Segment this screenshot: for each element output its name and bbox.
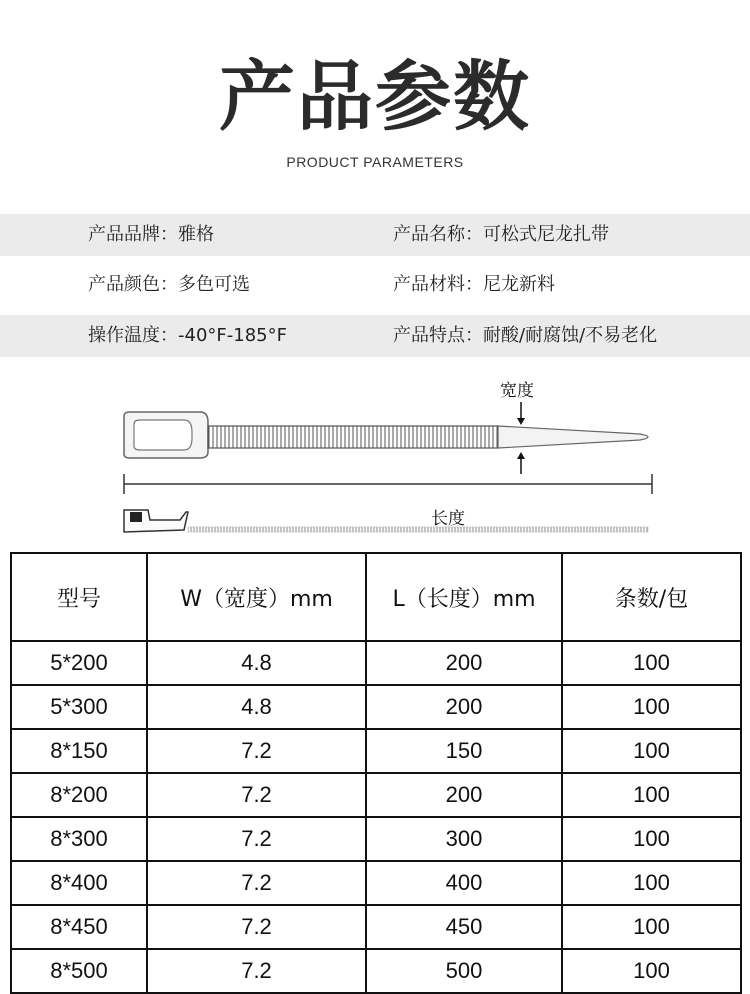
cell-model: 8*300 [11, 817, 147, 861]
param-row-temp-features [0, 315, 750, 357]
cell-width: 4.8 [147, 685, 366, 729]
cell-length: 150 [366, 729, 562, 773]
param-row-color-material [0, 264, 750, 306]
cell-width: 7.2 [147, 729, 366, 773]
cell-length: 400 [366, 861, 562, 905]
table-row [11, 729, 741, 773]
table-row [11, 905, 741, 949]
page-title: 产品参数 [219, 52, 531, 141]
cell-count: 100 [562, 817, 741, 861]
header-model: 型号 [11, 553, 147, 641]
tie-strap [208, 426, 498, 448]
cell-width: 7.2 [147, 773, 366, 817]
cell-count: 100 [562, 773, 741, 817]
cell-width: 4.8 [147, 641, 366, 685]
length-label: 长度 [431, 509, 465, 529]
cell-model: 8*450 [11, 905, 147, 949]
param-brand: 产品品牌：雅格 [88, 224, 214, 245]
header-width: W（宽度）mm [147, 553, 366, 641]
cell-count: 100 [562, 685, 741, 729]
cell-count: 100 [562, 729, 741, 773]
table-row [11, 949, 741, 993]
cable-tie-illustration [100, 370, 680, 540]
page-subtitle: PRODUCT PARAMETERS [286, 154, 464, 170]
table-row [11, 817, 741, 861]
table-row [11, 685, 741, 729]
cell-width: 7.2 [147, 905, 366, 949]
cell-model: 5*300 [11, 685, 147, 729]
cell-width: 7.2 [147, 861, 366, 905]
cell-width: 7.2 [147, 817, 366, 861]
cell-model: 8*500 [11, 949, 147, 993]
cell-count: 100 [562, 641, 741, 685]
param-row-brand-name [0, 214, 750, 256]
cell-length: 500 [366, 949, 562, 993]
cell-length: 200 [366, 773, 562, 817]
cell-model: 8*200 [11, 773, 147, 817]
param-product-name: 产品名称：可松式尼龙扎带 [393, 224, 609, 245]
table-row [11, 861, 741, 905]
spec-table [10, 552, 742, 994]
param-color: 产品颜色：多色可选 [88, 274, 250, 295]
cell-model: 8*150 [11, 729, 147, 773]
table-header-row [11, 553, 741, 641]
cell-length: 200 [366, 641, 562, 685]
cell-count: 100 [562, 949, 741, 993]
header-count: 条数/包 [562, 553, 741, 641]
cell-width: 7.2 [147, 949, 366, 993]
param-features: 产品特点：耐酸/耐腐蚀/不易老化 [393, 325, 658, 346]
param-material: 产品材料：尼龙新料 [393, 274, 555, 295]
cable-tie-diagram [100, 370, 680, 540]
cell-length: 200 [366, 685, 562, 729]
table-row [11, 773, 741, 817]
param-temperature: 操作温度：-40°F-185°F [88, 325, 287, 346]
cell-model: 5*200 [11, 641, 147, 685]
cell-count: 100 [562, 861, 741, 905]
cell-length: 450 [366, 905, 562, 949]
tie-tail [498, 426, 648, 448]
cell-model: 8*400 [11, 861, 147, 905]
cell-count: 100 [562, 905, 741, 949]
header-length: L（长度）mm [366, 553, 562, 641]
width-label: 宽度 [500, 381, 534, 401]
cell-length: 300 [366, 817, 562, 861]
table-row [11, 641, 741, 685]
